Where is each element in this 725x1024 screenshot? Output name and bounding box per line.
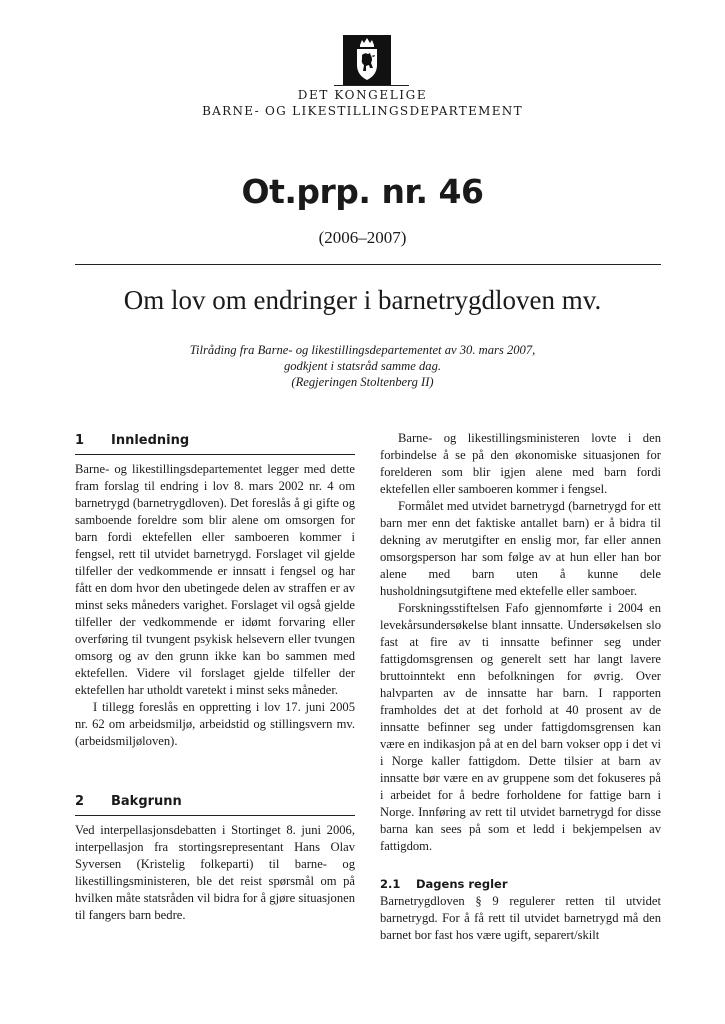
section-heading-bakgrunn — [75, 793, 355, 810]
subsection-title: Dagens regler — [416, 877, 508, 891]
ministry-name-line1: DET KONGELIGE — [297, 88, 428, 102]
section-title: Bakgrunn — [111, 794, 182, 809]
ministry-name-line2: BARNE- OG LIKESTILLINGSDEPARTEMENT — [202, 104, 523, 118]
paragraph: Barnetrygdloven § 9 regulerer retten til utvidet barnetrygd. For å få rett til utvidet barnetrygd må den barnet bor fast hos være ugift, separert/skilt — [380, 894, 661, 942]
paragraph: Forskningsstiftelsen Fafo gjennomførte i 2004 en levekårsundersøkelse blant innsatte. Undersøkelsen slo fast at fire av ti innsatte befinner seg under fattigdomsgrensen og generelt sett har langt lavere bruttoinntekt enn befolkningen for øvrig. Over halvparten av de innsatte har barn. I rapporten framholdes det at det forhold at 40 prosent av de innsatte befinner seg under fattigdomsgrensen kan være en indikasjon på at en del barn vokser opp i det vi i Norge kaller fattigdom. Dette tilsier at barn av innsatte bør være en av gruppene som det fokuseres på i arbeidet for å bedre forholdene for fattige barn i Norge. Innføring av rett til utvidet barnetrygd for disse barna kan sees på som et ledd i bekjempelsen av fattigdom. — [380, 601, 661, 853]
recommendation-line: godkjent i statsråd samme dag. — [283, 359, 442, 373]
paragraph: Formålet med utvidet barnetrygd (barnetrygd for ett barn mer enn det faktiske antallet barn) er å bidra til dekning av merutgifter en enslig mor, far eller annen omsorgsperson har som følge av at hun eller han bor alene med barn uten å kunne dele husholdningsutgiftene med ektefelle eller samboer. — [380, 499, 661, 598]
paragraph: Ved interpellasjonsdebatten i Stortinget 8. juni 2006, interpellasjon fra stortingsrepresentant Hans Olav Syversen (Kristelig folkeparti) til barne- og likestillingsministeren, ble det reist spørsmål om på hvilken måte statsråden vil bidra for å gjøre situasjonen til fangers barn bedre. — [75, 823, 355, 922]
section-title: Innledning — [111, 433, 190, 448]
section-rule — [75, 454, 355, 455]
right-column — [380, 430, 661, 944]
recommendation-note — [0, 342, 725, 390]
paragraph: Barne- og likestillingsdepartementet legger med dette fram forslag til endring i lov 8. mars 2002 nr. 4 om barnetrygd (barnetrygdloven). Det foreslås å gi gifte og samboende foreldre som blir alene om omsorgen for barn fordi ektefellen eller samboeren kommer i fengsel, rett til utvidet barnetrygd. Forslaget vil gjelde tilfeller der vedkommende er innsatt i fengsel og har fått en dom hvor den ubetingede delen av straffen er av minst seks måneders varighet. Forslaget vil også gjelde tilfeller der vedkommende er idømt forvaring eller overføring til tvungent psykisk helsevern eller tvungen omsorg og av den grunn ikke kan bo sammen med ektefellen. Videre vil forslaget gjelde tilfeller der ektefellen har utholdt varetekt i minst seks måneder. — [75, 462, 355, 697]
norwegian-royal-crest-icon — [343, 35, 391, 85]
paragraph: I tillegg foreslås en oppretting i lov 17. juni 2005 nr. 62 om arbeidsmiljø, arbeidstid og stillingsvern mv. (arbeidsmiljøloven). — [75, 700, 355, 748]
proposition-number: Ot.prp. nr. 46 — [241, 172, 484, 211]
paragraph: Barne- og likestillingsministeren lovte i den forbindelse å se på den økonomiske situasjonen for forelderen som blir igjen alene med barn fordi ektefellen eller samboeren kommer i fengsel. — [380, 431, 661, 496]
section-heading-innledning — [75, 432, 355, 449]
left-column — [75, 430, 355, 924]
subsection-number: 2.1 — [380, 877, 401, 891]
section-rule — [75, 815, 355, 816]
section-number: 1 — [75, 433, 85, 448]
section-number: 2 — [75, 794, 85, 809]
ministry-divider — [334, 85, 409, 86]
recommendation-line: Tilråding fra Barne- og likestillingsdepartementet av 30. mars 2007, — [189, 343, 536, 357]
subsection-heading-dagens-regler — [380, 876, 661, 893]
title-divider — [75, 264, 661, 265]
recommendation-line: (Regjeringen Stoltenberg II) — [291, 375, 434, 389]
document-subject: Om lov om endringer i barnetrygdloven mv. — [123, 285, 602, 315]
session-year: (2006–2007) — [318, 228, 407, 247]
